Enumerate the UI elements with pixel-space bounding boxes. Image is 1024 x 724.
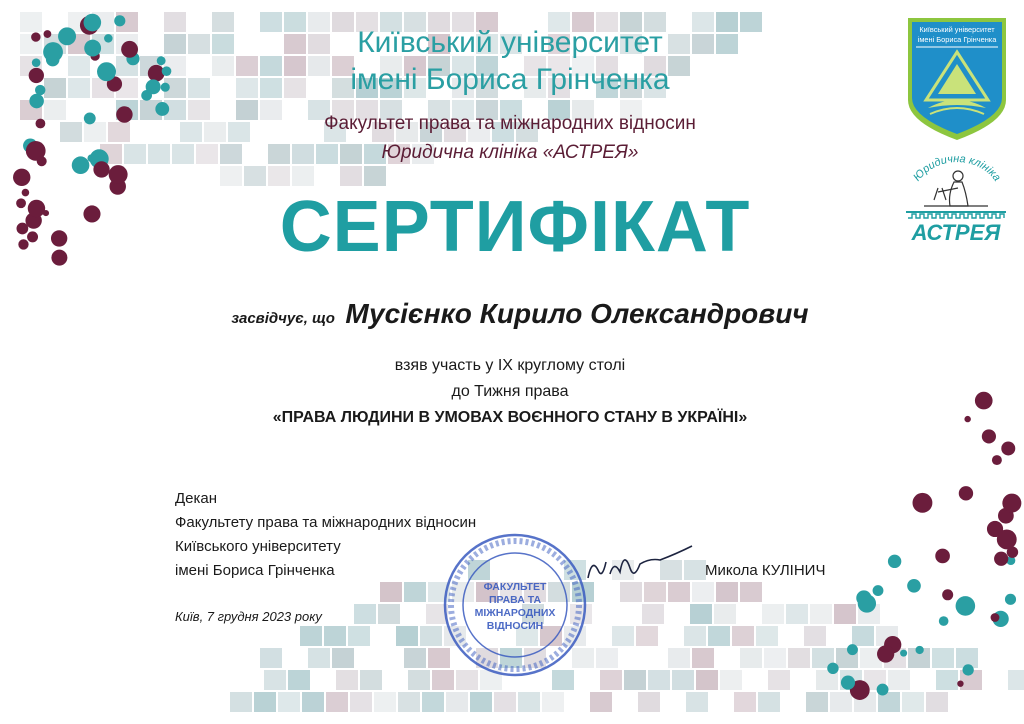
decor-dot [827,663,838,674]
decor-dot [841,676,855,690]
background-tile [68,56,90,76]
background-tile [264,670,286,690]
decor-dot [31,32,40,41]
background-tile [398,692,420,712]
background-tile [212,34,234,54]
background-tile [326,692,348,712]
background-tile [292,166,314,186]
stamp-line4: ВІДНОСИН [486,620,544,632]
background-tile [830,692,852,712]
university-logo-line2: імені Бориса Грінченка [917,35,997,44]
participation-line1: взяв участь у ІХ круглому столі [394,357,626,374]
certifies-label: засвідчує, що [231,310,335,327]
decor-dot [18,239,28,249]
background-tile [810,604,832,624]
background-tile [332,648,354,668]
background-tile [404,648,426,668]
decor-dot [28,200,45,217]
background-tile [20,12,42,32]
dean-title-line2: Факультету права та міжнародних відносин [175,514,477,531]
stamp-line2: ПРАВА ТА [488,594,542,606]
decor-dot [994,552,1008,566]
background-tile [188,100,210,120]
decor-dot [956,596,976,616]
background-tile [348,626,370,646]
decor-dot [17,223,29,235]
decor-dot [957,680,963,686]
background-tile [254,692,276,712]
background-tile [852,626,874,646]
background-tile [180,122,202,142]
decor-dot [93,161,109,177]
background-tile [1008,670,1024,690]
background-tile [108,122,130,142]
background-tile [740,648,762,668]
background-tile [596,648,618,668]
decor-dot [877,645,894,662]
participation-line2: до Тижня права [451,383,569,400]
background-tile [834,604,856,624]
background-tile [230,692,252,712]
background-tile [44,100,66,120]
background-tile [374,692,396,712]
decor-dot [83,205,100,222]
background-tile [542,692,564,712]
decor-dot [29,68,44,83]
background-tile [196,144,218,164]
background-tile [764,648,786,668]
background-tile [762,604,784,624]
dean-title-line1: Декан [175,490,218,507]
background-tile [686,692,708,712]
dean-signature [580,540,700,590]
background-tile [354,604,376,624]
background-tile [684,626,706,646]
background-tile [902,692,924,712]
background-tile [148,144,170,164]
background-tile [220,144,242,164]
dean-title-line3: Київського університету [175,538,341,555]
decor-dot [84,40,101,57]
background-tile [44,78,66,98]
background-tile [732,626,754,646]
background-tile [590,692,612,712]
background-tile [60,122,82,142]
background-tile [324,626,346,646]
background-tile [288,670,310,690]
background-tile [188,78,210,98]
decor-dot [116,106,132,122]
decor-dot [121,41,138,58]
certifies-line [120,298,920,330]
background-tile [696,670,718,690]
background-tile [638,692,660,712]
decor-dot [888,555,901,568]
decor-dot [148,65,165,82]
background-tile [518,692,540,712]
decor-dot [37,156,47,166]
recipient-name: Мусієнко Кирило Олександрович [345,298,809,329]
background-tile [212,56,234,76]
background-tile [350,692,372,712]
background-tile [708,626,730,646]
background-tile [172,144,194,164]
background-tile [228,122,250,142]
decor-dot [22,189,30,197]
decor-dot [858,594,876,612]
decor-dot [104,34,113,43]
background-tile [648,670,670,690]
decor-dot [97,62,116,81]
decor-dot [51,230,67,246]
background-tile [716,582,738,602]
background-tile [714,604,736,624]
event-topic: «ПРАВА ЛЮДИНИ В УМОВАХ ВОЄННОГО СТАНУ В УКРАЇНІ» [272,409,748,426]
goddess-figure-icon [924,171,988,206]
background-tile [740,582,762,602]
background-tile [378,604,400,624]
university-name-line2: імені Бориса Грінченка [350,63,670,96]
decor-dot [84,14,102,32]
background-tile [164,12,186,32]
background-tile [788,648,810,668]
clinic-logo-name: АСТРЕЯ [911,220,1001,245]
background-tile [936,670,958,690]
background-tile [758,692,780,712]
decor-dot [942,589,953,600]
background-tile [404,582,426,602]
background-tile [124,144,146,164]
decor-dot [900,650,907,657]
decor-dot [959,486,973,500]
background-tile [672,670,694,690]
background-tile [494,692,516,712]
background-tile [188,34,210,54]
background-tile [804,626,826,646]
decor-dot [982,429,996,443]
background-tile [268,166,290,186]
decor-dot [84,112,96,124]
decor-dot [935,549,950,564]
background-tile [396,626,418,646]
decor-dot [907,579,921,593]
decor-dot [873,585,884,596]
decor-dot [939,616,949,626]
background-tile [612,626,634,646]
decor-dot [997,529,1017,549]
background-tile [422,692,444,712]
decor-dot [51,250,67,266]
background-tile [244,166,266,186]
decor-dot [161,83,170,92]
decor-dot [964,416,970,422]
background-tile [278,692,300,712]
background-tile [340,166,362,186]
background-tile [888,670,910,690]
decor-dot [975,392,993,410]
background-tile [308,648,330,668]
certificate-title: СЕРТИФІКАТ [279,187,751,267]
faculty-name: Факультет права та міжнародних відносин [324,113,696,134]
university-logo [906,16,1008,142]
decor-dot [162,66,172,76]
background-tile [642,604,664,624]
background-tile [734,692,756,712]
svg-text:Юридична клініка [911,153,1003,184]
official-stamp [440,530,590,680]
background-tile [260,648,282,668]
decor-dot [32,58,41,67]
stamp-line3: МІЖНАРОДНИХ [474,607,556,619]
decor-dot [109,165,128,184]
clinic-logo-arc-text: Юридична клініка [911,153,1003,184]
decor-dot [146,79,161,94]
decor-dot [157,56,166,65]
decor-dot [58,27,76,45]
decor-dot [35,119,45,129]
legal-clinic-logo [898,148,1014,248]
background-tile [420,626,442,646]
background-tile [624,670,646,690]
place-and-date: Київ, 7 грудня 2023 року [175,609,322,624]
background-tile [806,692,828,712]
decor-dot [991,613,1000,622]
legal-clinic-name: Юридична клініка «АСТРЕЯ» [381,142,639,163]
decor-dot [915,646,923,654]
decor-dot [72,156,90,174]
background-tile [68,78,90,98]
background-tile [690,604,712,624]
decor-dot [1005,594,1016,605]
background-tile [360,670,382,690]
decor-dot [847,644,858,655]
background-tile [302,692,324,712]
decor-dot [35,85,45,95]
decor-dot [29,94,44,109]
background-tile [204,122,226,142]
background-tile [220,166,242,186]
background-tile [470,692,492,712]
decor-dot [91,155,100,164]
decor-dot [27,231,38,242]
background-tile [768,670,790,690]
decor-dot [13,169,30,186]
decor-dot [1002,494,1021,513]
decor-dot [1001,441,1015,455]
background-tile [600,670,622,690]
decor-dot [913,493,933,513]
decor-dot [114,15,125,26]
background-tile [336,670,358,690]
decor-dot [44,30,52,38]
decor-dot [963,664,974,675]
stamp-line1: ФАКУЛЬТЕТ [483,581,547,593]
background-tile [212,12,234,32]
background-tile [84,122,106,142]
background-tile [636,626,658,646]
dean-title-line4: імені Бориса Грінченка [175,562,335,579]
background-tile [380,582,402,602]
decor-dot [877,684,889,696]
decor-dot [155,102,169,116]
background-tile [932,648,954,668]
dean-name: Микола КУЛІНИЧ [705,562,826,579]
background-tile [720,670,742,690]
background-tile [300,626,322,646]
background-tile [364,166,386,186]
background-tile [692,648,714,668]
background-tile [926,692,948,712]
background-tile [668,648,690,668]
background-tile [164,34,186,54]
background-tile [756,626,778,646]
university-logo-line1: Київський університет [919,25,995,34]
decor-dot [43,42,63,62]
background-tile [786,604,808,624]
decor-dot [16,198,26,208]
decor-dot [992,455,1002,465]
university-name-line1: Київський університет [357,26,663,59]
background-tile [408,670,430,690]
background-tile [446,692,468,712]
